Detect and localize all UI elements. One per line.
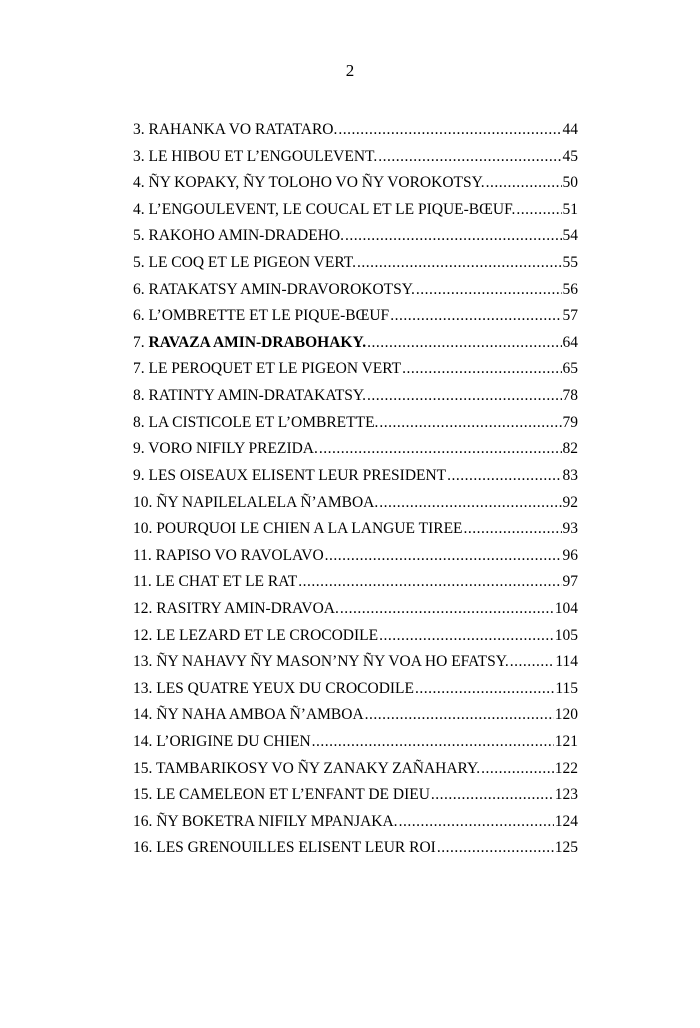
toc-entry-page: 55 xyxy=(562,254,578,272)
toc-entry xyxy=(133,490,578,517)
dot-leader xyxy=(402,356,561,382)
toc-entry-title xyxy=(133,729,311,755)
toc-entry xyxy=(133,170,578,197)
dot-leader xyxy=(357,250,562,276)
dot-leader xyxy=(431,782,554,808)
toc-entry-text: 3. LE HIBOU ET L’ENGOULEVENT. xyxy=(133,147,378,165)
dot-leader xyxy=(319,436,562,462)
toc-entry xyxy=(133,463,578,490)
toc-entry xyxy=(133,596,578,623)
dot-leader xyxy=(415,676,554,702)
toc-entry-page: 115 xyxy=(555,679,578,697)
toc-entry-text: 6. L’OMBRETTE ET LE PIQUE-BŒUF xyxy=(133,307,390,325)
toc-entry-page: 97 xyxy=(562,573,578,591)
toc-entry-title xyxy=(133,170,485,196)
toc-entry-text: 6. RATAKATSY AMIN-DRAVOROKOTSY. xyxy=(133,280,415,298)
toc-entry-page: 56 xyxy=(562,280,578,298)
toc-entry xyxy=(133,356,578,383)
toc-entry xyxy=(133,303,578,330)
toc-entry-title xyxy=(133,117,337,143)
toc-entry-title xyxy=(133,197,515,223)
toc-entry-title xyxy=(133,835,436,861)
toc-entry-page: 124 xyxy=(554,812,578,830)
dot-leader xyxy=(486,170,562,196)
toc-entry-page: 105 xyxy=(554,626,578,644)
toc-entry-title xyxy=(133,303,389,329)
toc-entry-text: 13. LES QUATRE YEUX DU CROCODILE xyxy=(133,679,414,697)
toc-entry-page: 122 xyxy=(554,759,578,777)
toc-entry-text: 16. LES GRENOUILLES ELISENT LEUR ROI xyxy=(133,839,436,857)
toc-entry-title xyxy=(133,490,378,516)
toc-entry xyxy=(133,383,578,410)
toc-entry-page: 93 xyxy=(562,520,578,538)
dot-leader xyxy=(367,330,561,356)
toc-entry-text: 8. LA CISTICOLE ET L’OMBRETTE. xyxy=(133,413,379,431)
toc-entry-title xyxy=(133,809,398,835)
toc-entry-page: 79 xyxy=(562,413,578,431)
table-of-contents xyxy=(133,117,578,862)
toc-entry-title xyxy=(133,569,297,595)
toc-entry-title xyxy=(133,676,414,702)
dot-leader xyxy=(379,490,561,516)
toc-entry-page: 78 xyxy=(562,387,578,405)
toc-entry xyxy=(133,569,578,596)
toc-entry-text: 3. RAHANKA VO RATATARO. xyxy=(133,121,338,138)
toc-entry-page: 121 xyxy=(554,733,578,751)
toc-entry-text: 9. LES OISEAUX ELISENT LEUR PRESIDENT xyxy=(133,466,447,484)
dot-leader xyxy=(378,144,561,170)
toc-entry xyxy=(133,835,578,862)
toc-entry-title xyxy=(133,356,401,382)
toc-entry-page: 51 xyxy=(562,200,578,218)
toc-entry-title xyxy=(133,463,446,489)
toc-entry-text: 12. RASITRY AMIN-DRAVOA. xyxy=(133,599,339,617)
toc-entry-page: 123 xyxy=(554,786,578,804)
toc-entry-page: 45 xyxy=(562,147,578,165)
toc-entry-text: 8. RATINTY AMIN-DRATAKATSY. xyxy=(133,387,366,405)
toc-entry-page: 120 xyxy=(554,706,578,724)
toc-entry xyxy=(133,516,578,543)
dot-leader xyxy=(516,197,561,223)
toc-entry xyxy=(133,436,578,463)
toc-entry-text: 12. LE LEZARD ET LE CROCODILE xyxy=(133,626,379,644)
toc-entry xyxy=(133,277,578,304)
toc-entry-page: 104 xyxy=(554,599,578,617)
toc-entry xyxy=(133,676,578,703)
toc-entry-text: 15. TAMBARIKOSY VO ÑY ZANAKY ZAÑAHARY. xyxy=(133,759,481,777)
toc-entry-text: 7. LE PEROQUET ET LE PIGEON VERT xyxy=(133,360,402,378)
toc-entry-title xyxy=(133,516,463,542)
dot-leader xyxy=(325,543,562,569)
toc-entry xyxy=(133,223,578,250)
toc-entry-title xyxy=(133,782,430,808)
toc-entry-title xyxy=(133,223,344,249)
toc-entry-text: 14. ÑY NAHA AMBOA Ñ’AMBOA xyxy=(133,706,364,724)
toc-entry-text: 13. ÑY NAHAVY ÑY MASON’NY ÑY VOA HO EFATSY. xyxy=(133,653,509,671)
toc-entry-title xyxy=(133,596,339,622)
page-number: 2 xyxy=(345,61,355,80)
toc-entry-title xyxy=(133,144,377,170)
toc-entry xyxy=(133,117,578,144)
toc-entry-title xyxy=(133,436,318,462)
toc-entry-page: 64 xyxy=(562,333,578,351)
toc-entry xyxy=(133,729,578,756)
toc-entry-title xyxy=(133,250,356,276)
toc-entry-text: 16. ÑY BOKETRA NIFILY MPANJAKA. xyxy=(133,812,398,830)
toc-entry-text: 4. L’ENGOULEVENT, LE COUCAL ET LE PIQUE-BŒUF. xyxy=(133,200,516,218)
dot-leader xyxy=(437,835,554,861)
dot-leader xyxy=(399,809,554,835)
toc-entry-text: 11. LE CHAT ET LE RAT xyxy=(133,573,298,591)
toc-entry-text: 9. VORO NIFILY PREZIDA. xyxy=(133,440,318,458)
toc-entry-title xyxy=(133,649,509,675)
toc-entry xyxy=(133,782,578,809)
toc-entry-text: 14. L’ORIGINE DU CHIEN xyxy=(133,733,311,751)
toc-entry-title xyxy=(133,330,366,356)
toc-entry-title xyxy=(133,410,378,436)
toc-entry-number: 7. xyxy=(133,333,149,351)
dot-leader xyxy=(345,223,562,249)
toc-entry-text: 4. ÑY KOPAKY, ÑY TOLOHO VO ÑY VOROKOTSY. xyxy=(133,174,485,192)
dot-leader xyxy=(390,303,561,329)
toc-entry-page: 125 xyxy=(554,839,578,857)
toc-entry-page: 114 xyxy=(555,653,578,671)
toc-entry xyxy=(133,702,578,729)
toc-entry-page: 57 xyxy=(562,307,578,325)
dot-leader xyxy=(365,702,554,728)
dot-leader xyxy=(367,383,562,409)
dot-leader xyxy=(298,569,561,595)
dot-leader xyxy=(447,463,561,489)
toc-entry xyxy=(133,623,578,650)
dot-leader xyxy=(340,596,554,622)
toc-entry-text: 11. RAPISO VO RAVOLAVO xyxy=(133,546,324,564)
toc-entry-text: 10. POURQUOI LE CHIEN A LA LANGUE TIREE xyxy=(133,520,463,538)
toc-entry-text: 5. RAKOHO AMIN-DRADEHO. xyxy=(133,227,344,245)
toc-entry-title xyxy=(133,383,366,409)
dot-leader xyxy=(379,623,554,649)
toc-entry-text: RAVAZA AMIN-DRABOHAKY. xyxy=(148,333,367,351)
toc-entry-page: 44 xyxy=(562,121,578,138)
toc-entry-page: 92 xyxy=(562,493,578,511)
dot-leader xyxy=(312,729,554,755)
toc-entry-text: 5. LE COQ ET LE PIGEON VERT. xyxy=(133,254,356,272)
dot-leader xyxy=(416,277,562,303)
toc-entry-title xyxy=(133,277,415,303)
toc-entry-title xyxy=(133,702,364,728)
toc-entry-text: 10. ÑY NAPILELALELA Ñ’AMBOA. xyxy=(133,493,379,511)
toc-entry-text: 15. LE CAMELEON ET L’ENFANT DE DIEU xyxy=(133,786,430,804)
dot-leader xyxy=(379,410,561,436)
toc-entry-page: 96 xyxy=(562,546,578,564)
toc-entry xyxy=(133,649,578,676)
toc-entry-page: 82 xyxy=(562,440,578,458)
toc-entry-page: 54 xyxy=(562,227,578,245)
dot-leader xyxy=(510,649,555,675)
toc-entry-page: 65 xyxy=(562,360,578,378)
toc-entry xyxy=(133,756,578,783)
toc-entry xyxy=(133,543,578,570)
toc-entry xyxy=(133,144,578,171)
toc-entry xyxy=(133,410,578,437)
toc-entry xyxy=(133,330,578,357)
toc-entry xyxy=(133,197,578,224)
toc-entry-title xyxy=(133,756,480,782)
toc-entry xyxy=(133,250,578,277)
toc-entry-page: 83 xyxy=(562,466,578,484)
dot-leader xyxy=(481,756,554,782)
toc-entry-title xyxy=(133,623,378,649)
toc-entry-title xyxy=(133,543,324,569)
toc-entry xyxy=(133,809,578,836)
toc-entry-page: 50 xyxy=(562,174,578,192)
dot-leader xyxy=(464,516,562,542)
dot-leader xyxy=(338,117,561,143)
